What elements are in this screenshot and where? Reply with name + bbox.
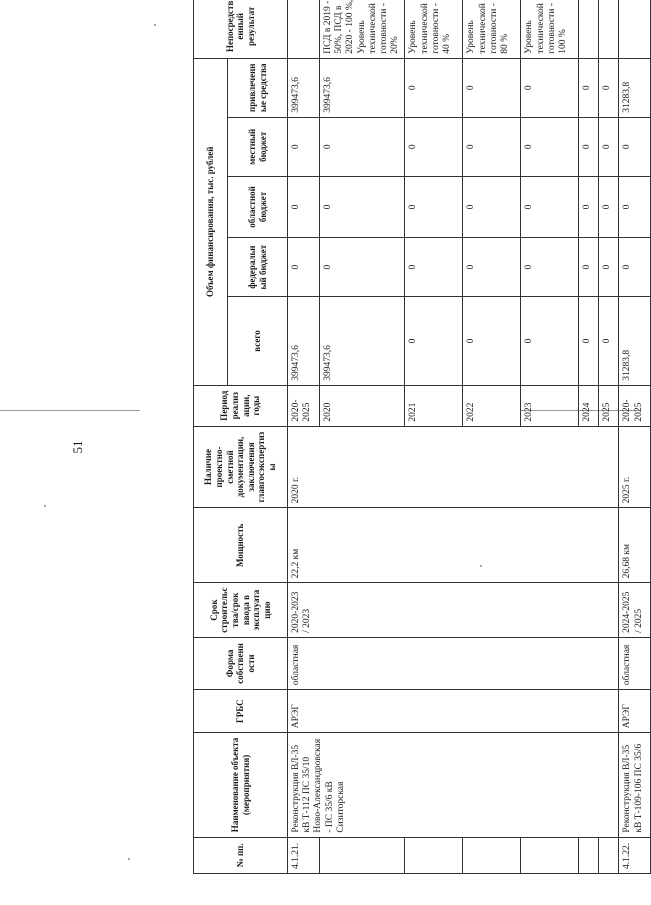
cell-grbs: АРЭГ [619, 690, 651, 733]
cell-num: 4.1.22. [619, 837, 651, 873]
cell-period: 2024 [579, 385, 599, 426]
header-name: Наименование объекта (мероприятия) [194, 733, 288, 837]
cell-total: 399473,6 [288, 297, 320, 386]
cell-total: 0 [579, 297, 599, 386]
header-local: местный бюджет [228, 117, 288, 176]
scan-speck [44, 505, 46, 507]
header-federal: федеральный бюджет [228, 238, 288, 297]
header-grbs: ГРБС [194, 690, 288, 733]
cell-period: 2020-2025 [619, 385, 651, 426]
cell-capacity: 22,2 км [288, 508, 619, 583]
cell-federal: 0 [599, 238, 619, 297]
cell-ownership: областная [288, 637, 619, 689]
cell-total: 399473,6 [320, 297, 405, 386]
cell-result [619, 0, 651, 58]
header-period: Период реализации, годы [194, 385, 288, 426]
cell-local: 0 [599, 117, 619, 176]
cell-federal: 0 [463, 238, 521, 297]
header-term: Срок строительства/срок ввода в эксплуатацию [194, 583, 288, 638]
header-ownership: Форма собственности [194, 637, 288, 689]
cell-federal: 0 [405, 238, 463, 297]
cell-total: 31283,8 [619, 297, 651, 386]
cell-attracted: 0 [405, 58, 463, 117]
cell-local: 0 [288, 117, 320, 176]
cell-num: 4.1.21. [288, 837, 320, 873]
header-total: всего [228, 297, 288, 386]
page-number: 51 [70, 440, 85, 454]
header-attracted: привлеченные средства [228, 58, 288, 117]
cell-local: 0 [463, 117, 521, 176]
cell-regional: 0 [320, 176, 405, 237]
cell-grbs: АРЭГ [288, 690, 619, 733]
cell-attracted: 0 [521, 58, 579, 117]
cell-term: 2024-2025 / 2025 [619, 583, 651, 638]
cell-period: 2020 [320, 385, 405, 426]
cell-regional: 0 [619, 176, 651, 237]
cell-attracted: 0 [579, 58, 599, 117]
cell-num [405, 837, 463, 873]
cell-name: Реконструкция ВЛ-35 кВ Т-109-106 ПС 35/6 [619, 733, 651, 837]
cell-result: Уровень технической готовности - 40 % [405, 0, 463, 58]
header-capacity: Мощность [194, 508, 288, 583]
cell-result: ПСД в 2019 - 50%, ПСД в 2020 - 100 %, Уровень технической готовности - 20% [320, 0, 405, 58]
cell-local: 0 [521, 117, 579, 176]
cell-regional: 0 [599, 176, 619, 237]
cell-local: 0 [405, 117, 463, 176]
scan-line [0, 410, 140, 411]
cell-period: 2025 [599, 385, 619, 426]
table-row [288, 0, 320, 874]
cell-federal: 0 [288, 238, 320, 297]
cell-result [288, 0, 320, 58]
cell-term: 2020-2023 / 2023 [288, 583, 619, 638]
scan-speck [128, 858, 130, 860]
header-num: № пп. [194, 837, 288, 873]
cell-total: 0 [599, 297, 619, 386]
cell-regional: 0 [521, 176, 579, 237]
cell-total: 0 [521, 297, 579, 386]
header-result: Непосредственный результат [194, 0, 288, 58]
cell-period: 2023 [521, 385, 579, 426]
cell-attracted: 399473,6 [288, 58, 320, 117]
cell-attracted: 0 [599, 58, 619, 117]
cell-total: 0 [405, 297, 463, 386]
cell-local: 0 [619, 117, 651, 176]
cell-local: 0 [579, 117, 599, 176]
cell-local: 0 [320, 117, 405, 176]
cell-federal: 0 [320, 238, 405, 297]
cell-psd: 2025 г. [619, 426, 651, 508]
cell-period: 2021 [405, 385, 463, 426]
header-financing: Объем финансирования, тыс. рублей [194, 58, 228, 385]
cell-attracted: 31283,8 [619, 58, 651, 117]
cell-ownership: областная [619, 637, 651, 689]
header-regional: областной бюджет [228, 176, 288, 237]
cell-num [579, 837, 599, 873]
financing-table [193, 0, 651, 874]
cell-name: Реконструкция ВЛ-35 кВ Т-112 ПС 35/10 Ново-Александровская - ПС 35/6 кВ Сизиторская [288, 733, 619, 837]
cell-attracted: 399473,6 [320, 58, 405, 117]
cell-psd: 2020 г. [288, 426, 619, 508]
cell-result [579, 0, 599, 58]
cell-federal: 0 [619, 238, 651, 297]
cell-num [463, 837, 521, 873]
cell-total: 0 [463, 297, 521, 386]
cell-regional: 0 [579, 176, 599, 237]
cell-result: Уровень технической готовности - 80 % [463, 0, 521, 58]
cell-result [599, 0, 619, 58]
cell-federal: 0 [521, 238, 579, 297]
cell-federal: 0 [579, 238, 599, 297]
cell-period: 2022 [463, 385, 521, 426]
cell-num [599, 837, 619, 873]
cell-period: 2020-2025 [288, 385, 320, 426]
rotated-table-frame [193, 0, 644, 874]
cell-num [320, 837, 405, 873]
cell-capacity: 26,68 км [619, 508, 651, 583]
cell-attracted: 0 [463, 58, 521, 117]
cell-regional: 0 [288, 176, 320, 237]
cell-result: Уровень технической готовности - 100 % [521, 0, 579, 58]
scan-speck [154, 24, 156, 26]
header-psd: Наличие проектно-сметной документации, заключения главгосэкспертизы [194, 426, 288, 508]
cell-num [521, 837, 579, 873]
table-row [619, 0, 651, 874]
cell-regional: 0 [405, 176, 463, 237]
cell-regional: 0 [463, 176, 521, 237]
